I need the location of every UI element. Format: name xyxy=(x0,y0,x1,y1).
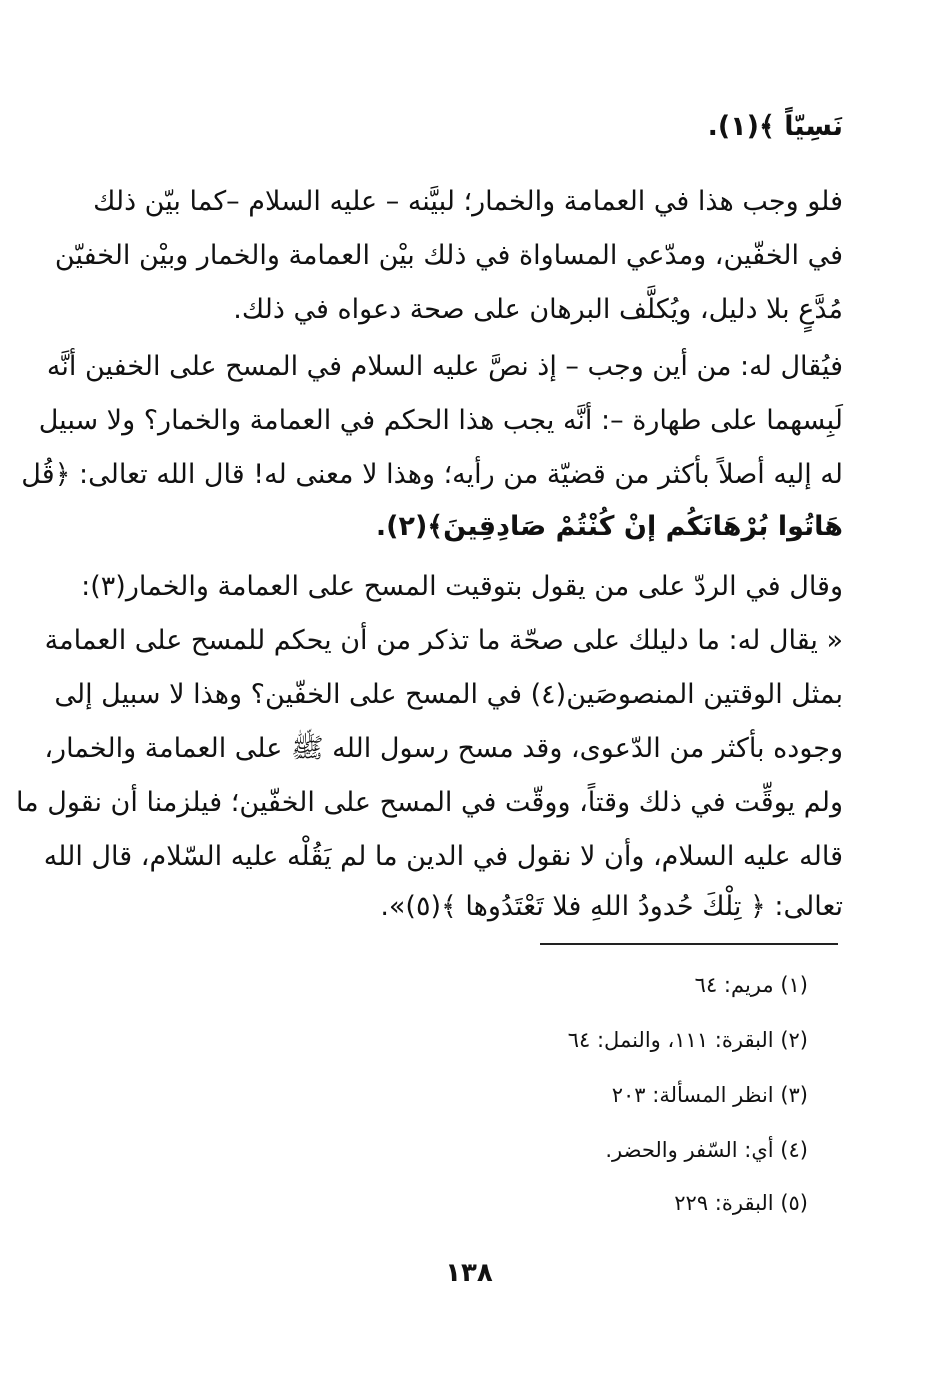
quotation-line-6: تعالى: ﴿ تِلْكَ حُدودُ اللهِ فلا تَعْتَدُوها ﴾(٥)». xyxy=(380,891,843,922)
footnote-1: (١) مريم: ٦٤ xyxy=(694,973,808,997)
paragraph-1-line-3: مُدَّعٍ بلا دليل، ويُكلَّف البرهان على صحة دعواه في ذلك. xyxy=(233,294,843,325)
quotation-line-2: بمثل الوقتين المنصوصَين(٤) في المسح على الخفّين؟ وهذا لا سبيل إلى xyxy=(54,679,843,710)
quotation-line-1: « يقال له: ما دليلك على صحّة ما تذكر من أن يحكم للمسح على العمامة xyxy=(44,625,843,656)
verse-ending-line: نَسِيّاً ﴾(١). xyxy=(707,111,843,142)
quran-verse-line: هَاتُوا بُرْهَانَكُم إنْ كُنْتُمْ صَادِقِينَ﴾(٢). xyxy=(375,511,843,542)
paragraph-2-line-1: فيُقال له: من أين وجب – إذ نصَّ عليه السلام في المسح على الخفين أنَّه xyxy=(46,351,843,382)
footnote-separator xyxy=(540,943,838,945)
paragraph-1-line-1: فلو وجب هذا في العمامة والخمار؛ لبيَّنه – عليه السلام –كما بيّن ذلك xyxy=(93,186,843,217)
paragraph-2-line-2: لَبِسهما على طهارة –: أنَّه يجب هذا الحكم في العمامة والخمار؟ ولا سبيل xyxy=(38,405,843,436)
footnote-5: (٥) البقرة: ٢٢٩ xyxy=(674,1191,808,1215)
footnote-4: (٤) أي: السّفر والحضر. xyxy=(605,1138,808,1162)
page-number: ١٣٨ xyxy=(445,1258,493,1288)
quotation-line-3: وجوده بأكثر من الدّعوى، وقد مسح رسول الله ﷺ على العمامة والخمار، xyxy=(44,733,843,764)
footnote-2: (٢) البقرة: ١١١، والنمل: ٦٤ xyxy=(567,1028,808,1052)
quotation-line-4: ولم يوقِّت في ذلك وقتاً، ووقّت في المسح على الخفّين؛ فيلزمنا أن نقول ما xyxy=(15,787,843,818)
paragraph-1-line-2: في الخفّين، ومدّعي المساواة في ذلك بيْن العمامة والخمار وبيْن الخفيّن xyxy=(54,240,843,271)
quotation-line-5: قاله عليه السلام، وأن لا نقول في الدين ما لم يَقُلْه عليه السّلام، قال الله xyxy=(43,841,843,872)
paragraph-2-line-3: له إليه أصلاً بأكثر من قضيّة من رأيه؛ وهذا لا معنى له! قال الله تعالى: ﴿قُل xyxy=(21,459,843,490)
paragraph-3-line-1: وقال في الردّ على من يقول بتوقيت المسح على العمامة والخمار(٣): xyxy=(81,571,843,602)
footnote-3: (٣) انظر المسألة: ٢٠٣ xyxy=(611,1083,808,1107)
